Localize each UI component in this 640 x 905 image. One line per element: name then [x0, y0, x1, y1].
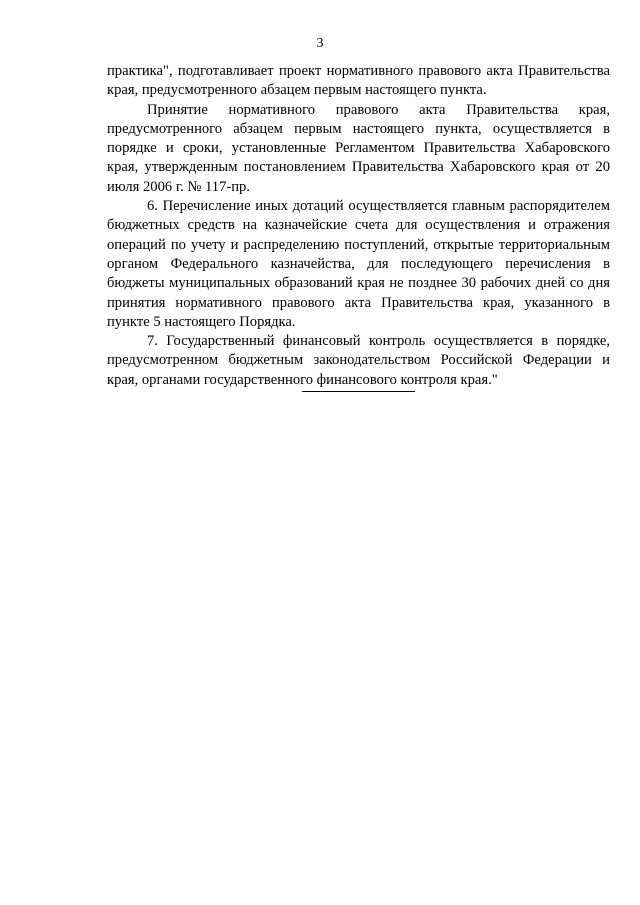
paragraph-continuation: практика", подготавливает проект нормативного правового акта Правительства края, предусмотренного абзацем первым настоящего пункта. — [107, 63, 610, 99]
paragraph-item-6: 6. Перечисление иных дотаций осуществляется главным распорядителем бюджетных средств на казначейские счета для осуществления и отражения операций по учету и распределению поступлений, открытые территориальным органом Федерального казначейства, для последующего перечисления в бюджеты муниципальных образований края не позднее 30 рабочих дней со дня принятия нормативного правового акта Правительства края, указанного в пункте 5 настоящего Порядка. — [107, 198, 610, 330]
page-number: 3 — [316, 36, 324, 51]
paragraph-adoption-procedure: Принятие нормативного правового акта Правительства края, предусмотренного абзацем первым настоящего пункта, осуществляется в порядке и сроки, установленные Регламентом Правительства Хабаровского края, утвержденным постановлением Правительства Хабаровского края от 20 июля 2006 г. № 117-пр. — [107, 101, 610, 195]
paragraph-item-7: 7. Государственный финансовый контроль осуществляется в порядке, предусмотренном бюджетным законодательством Российской Федерации и края, органами государственного финансового контроля края." — [107, 333, 610, 388]
closing-divider — [302, 391, 415, 392]
document-body — [107, 62, 610, 390]
